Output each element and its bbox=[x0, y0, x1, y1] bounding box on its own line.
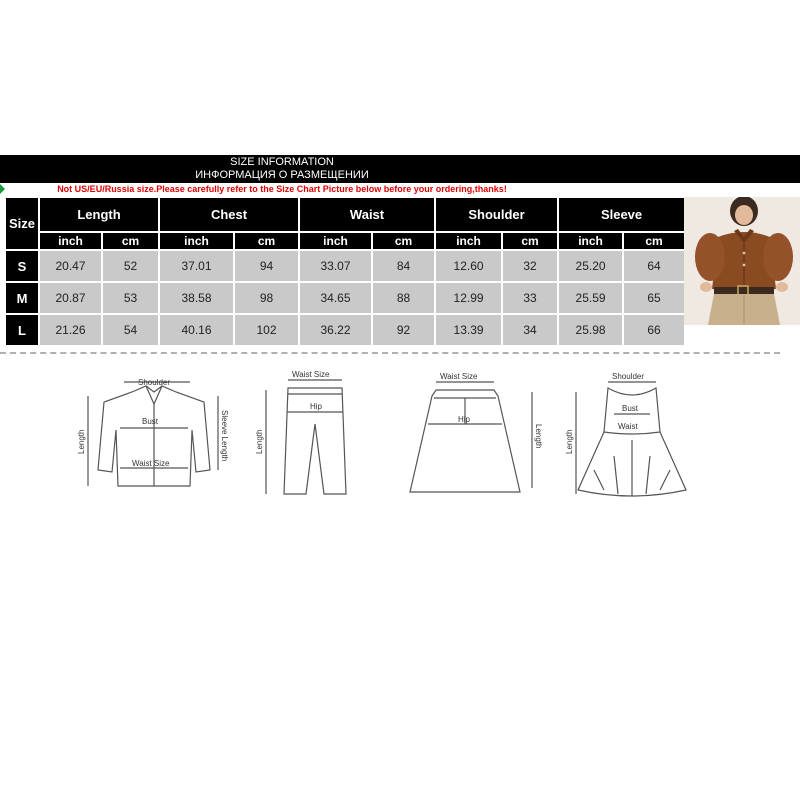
table-cell: 66 bbox=[624, 315, 684, 345]
measurement-diagrams bbox=[74, 362, 734, 502]
length-header: Length bbox=[40, 198, 158, 231]
table-cell: 34.65 bbox=[300, 283, 371, 313]
shirt-waist-label: Waist Size bbox=[132, 459, 170, 468]
size-column-header: Size bbox=[6, 198, 38, 249]
size-label-cell: M bbox=[6, 283, 38, 313]
pants-length-label: Length bbox=[255, 429, 264, 454]
table-cell: 12.99 bbox=[436, 283, 501, 313]
table-cell: 88 bbox=[373, 283, 434, 313]
table-cell: 53 bbox=[103, 283, 158, 313]
shirt-length-label: Length bbox=[77, 429, 86, 454]
unit-header: inch bbox=[300, 233, 371, 249]
size-info-title-russian: ИНФОРМАЦИЯ О РАЗМЕЩЕНИИ bbox=[195, 169, 369, 181]
table-cell: 94 bbox=[235, 251, 298, 281]
unit-header: cm bbox=[373, 233, 434, 249]
table-cell: 13.39 bbox=[436, 315, 501, 345]
table-row bbox=[6, 283, 684, 313]
dress-shoulder-label: Shoulder bbox=[612, 372, 645, 381]
section-divider bbox=[0, 352, 780, 354]
table-cell: 34 bbox=[503, 315, 557, 345]
table-cell: 25.59 bbox=[559, 283, 622, 313]
shirt-sleeve-label: Sleeve Length bbox=[220, 410, 229, 462]
chest-header: Chest bbox=[160, 198, 298, 231]
size-label-cell: L bbox=[6, 315, 38, 345]
skirt-hip-label: Hip bbox=[458, 415, 471, 424]
dress-diagram bbox=[576, 382, 686, 496]
unit-header: cm bbox=[103, 233, 158, 249]
waist-header: Waist bbox=[300, 198, 434, 231]
product-photo bbox=[684, 197, 800, 325]
skirt-waist-label: Waist Size bbox=[440, 372, 478, 381]
table-cell: 98 bbox=[235, 283, 298, 313]
unit-header: cm bbox=[235, 233, 298, 249]
table-cell: 36.22 bbox=[300, 315, 371, 345]
table-cell: 37.01 bbox=[160, 251, 233, 281]
unit-header: cm bbox=[624, 233, 684, 249]
dress-bust-label: Bust bbox=[622, 404, 639, 413]
shoulder-header: Shoulder bbox=[436, 198, 557, 231]
size-info-banner bbox=[0, 155, 800, 183]
table-cell: 38.58 bbox=[160, 283, 233, 313]
table-cell: 54 bbox=[103, 315, 158, 345]
unit-header: inch bbox=[436, 233, 501, 249]
table-cell: 25.98 bbox=[559, 315, 622, 345]
table-cell: 33.07 bbox=[300, 251, 371, 281]
pants-hip-label: Hip bbox=[310, 402, 323, 411]
size-info-title: SIZE INFORMATION bbox=[230, 156, 334, 168]
shirt-bust-label: Bust bbox=[142, 417, 159, 426]
table-cell: 102 bbox=[235, 315, 298, 345]
table-row bbox=[6, 251, 684, 281]
table-cell: 65 bbox=[624, 283, 684, 313]
unit-header: inch bbox=[160, 233, 233, 249]
shirt-shoulder-label: Shoulder bbox=[138, 378, 171, 387]
table-cell: 25.20 bbox=[559, 251, 622, 281]
table-cell: 40.16 bbox=[160, 315, 233, 345]
sleeve-header: Sleeve bbox=[559, 198, 684, 231]
pants-waist-label: Waist Size bbox=[292, 370, 330, 379]
table-cell: 84 bbox=[373, 251, 434, 281]
dress-waist-label: Waist bbox=[618, 422, 638, 431]
shirt-diagram bbox=[88, 382, 218, 486]
table-row bbox=[6, 315, 684, 345]
model-illustration bbox=[684, 197, 800, 325]
table-cell: 92 bbox=[373, 315, 434, 345]
table-cell: 64 bbox=[624, 251, 684, 281]
unit-header: inch bbox=[40, 233, 101, 249]
unit-header: cm bbox=[503, 233, 557, 249]
table-cell: 20.87 bbox=[40, 283, 101, 313]
size-label-cell: S bbox=[6, 251, 38, 281]
size-table bbox=[4, 196, 686, 347]
dress-length-label: Length bbox=[565, 429, 574, 454]
skirt-diagram bbox=[410, 382, 532, 492]
table-cell: 20.47 bbox=[40, 251, 101, 281]
table-cell: 21.26 bbox=[40, 315, 101, 345]
table-cell: 12.60 bbox=[436, 251, 501, 281]
table-cell: 33 bbox=[503, 283, 557, 313]
size-notice: Not US/EU/Russia size.Please carefully refer to the Size Chart Picture below before your ordering,thanks! bbox=[57, 184, 507, 194]
table-cell: 32 bbox=[503, 251, 557, 281]
pants-diagram bbox=[266, 380, 346, 494]
table-cell: 52 bbox=[103, 251, 158, 281]
unit-header: inch bbox=[559, 233, 622, 249]
skirt-length-label: Length bbox=[534, 424, 543, 449]
